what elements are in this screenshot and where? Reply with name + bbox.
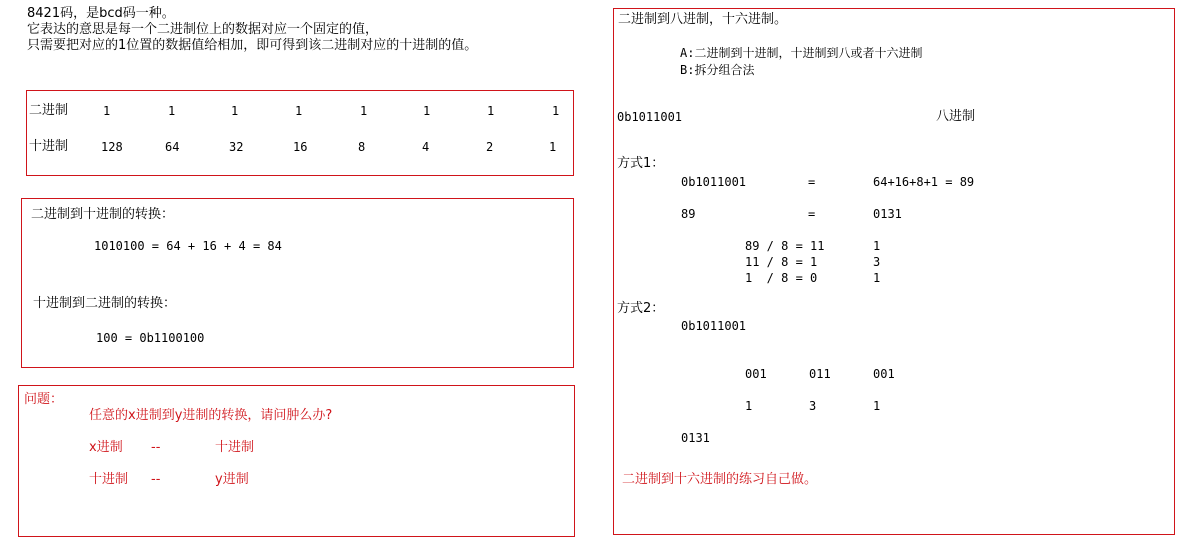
way-2-result: 0131 [681,431,710,445]
octal-hex-box [613,8,1175,535]
binary-cell: 1 [360,104,368,118]
division-remainder-1: 1 [873,239,881,253]
binary-cell: 1 [168,104,176,118]
decimal-cell: 16 [293,140,308,154]
dec-to-bin-title: 十进制到二进制的转换： [33,296,177,311]
question-label: 问题： [24,392,64,407]
decimal-cell: 4 [422,140,430,154]
way-2-number: 0b1011001 [681,319,747,333]
way-1-line-1-lhs: 0b1011001 [681,175,747,189]
example-number: 0b1011001 [617,110,683,124]
decimal-cell: 1 [549,140,557,154]
question-row-1-arrow: -- [151,440,161,455]
example-target: 八进制 [936,109,976,124]
bin-to-dec-title: 二进制到十进制的转换： [31,207,175,222]
intro-line-3: 只需要把对应的1位置的数据值给相加，即可得到该二进制对应的十进制的值。 [27,38,478,53]
question-row-2-arrow: -- [151,472,161,487]
question-box [18,385,575,537]
group-value-2: 3 [809,399,817,413]
division-line-3: 1 / 8 = 0 [745,271,818,285]
decimal-cell: 64 [165,140,180,154]
binary-cell: 1 [487,104,495,118]
way-1-label: 方式1： [617,156,665,171]
way-1-line-2-rhs: 0131 [873,207,902,221]
intro-line-2: 它表达的意思是每一个二进制位上的数据对应一个固定的值， [27,22,379,37]
way-2-label: 方式2： [617,301,665,316]
dec-to-bin-example: 100 = 0b1100100 [96,331,205,345]
binary-cell: 1 [295,104,303,118]
division-line-2: 11 / 8 = 1 [745,255,818,269]
way-1-line-1-rhs: 64+16+8+1 = 89 [873,175,975,189]
group-2: 011 [809,367,831,381]
question-row-1-from: x进制 [89,440,123,455]
question-row-2-from: 十进制 [89,472,129,487]
binary-cell: 1 [423,104,431,118]
binary-cell: 1 [103,104,111,118]
division-line-1: 89 / 8 = 11 [745,239,825,253]
binary-cell: 1 [231,104,239,118]
group-value-3: 1 [873,399,881,413]
bin-to-dec-example: 1010100 = 64 + 16 + 4 = 84 [94,239,282,253]
binary-cell: 1 [552,104,560,118]
group-3: 001 [873,367,895,381]
question-row-2-to: y进制 [215,472,249,487]
division-remainder-3: 1 [873,271,881,285]
way-1-line-2-eq: = [808,207,816,221]
division-remainder-2: 3 [873,255,881,269]
weights-table-box [26,90,574,176]
decimal-cell: 2 [486,140,494,154]
group-value-1: 1 [745,399,753,413]
exercise-note: 二进制到十六进制的练习自己做。 [622,472,818,487]
way-1-line-2-lhs: 89 [681,207,696,221]
decimal-row-label: 十进制 [29,139,69,154]
intro-line-1: 8421码，是bcd码一种。 [27,6,175,21]
method-a: A:二进制到十进制，十进制到八或者十六进制 [680,46,923,60]
decimal-cell: 32 [229,140,244,154]
binary-row-label: 二进制 [29,103,69,118]
decimal-cell: 128 [101,140,123,154]
octal-hex-title: 二进制到八进制，十六进制。 [618,12,788,27]
way-1-line-1-eq: = [808,175,816,189]
question-text: 任意的x进制到y进制的转换，请问肿么办? [89,408,333,423]
group-1: 001 [745,367,767,381]
decimal-cell: 8 [358,140,366,154]
conversion-box [21,198,574,368]
method-b: B:拆分组合法 [680,63,755,77]
question-row-1-to: 十进制 [215,440,255,455]
